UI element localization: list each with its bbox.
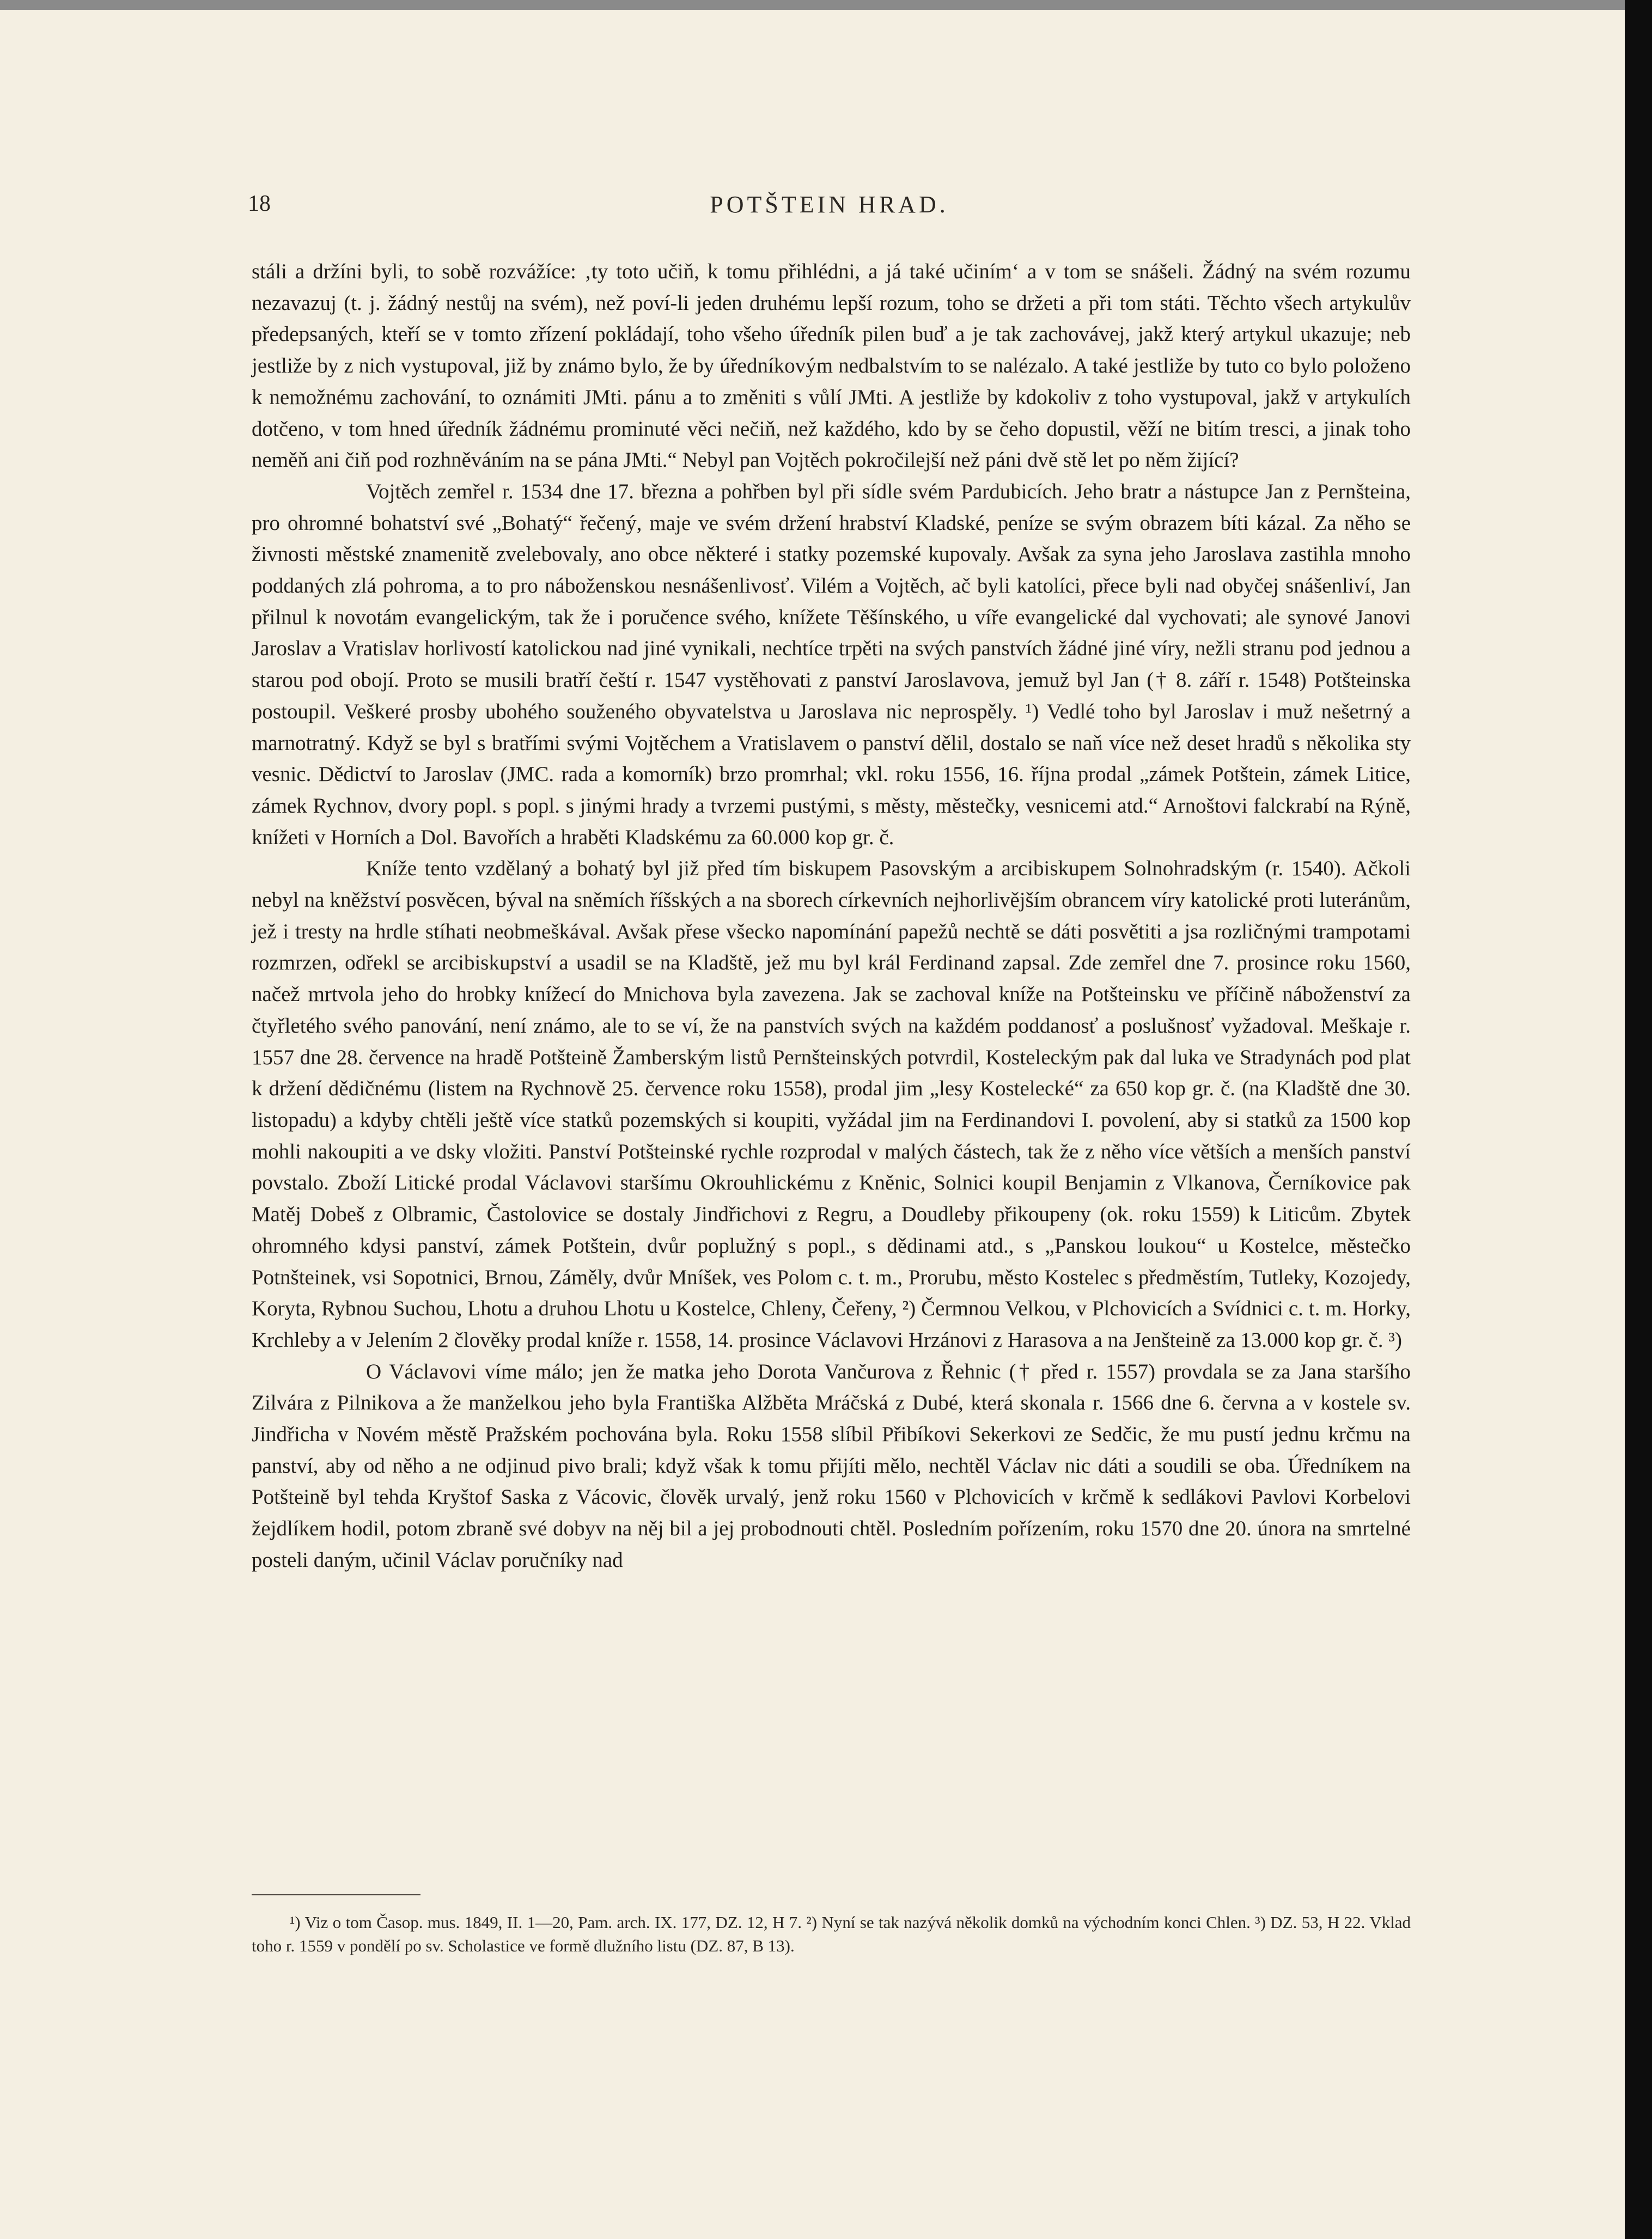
page-header [248,191,1411,229]
footnote-divider [252,1894,420,1895]
paragraph-3: Kníže tento vzdělaný a bohatý byl již před tím biskupem Pasovským a arcibiskupem Solnohradským (r. 1540). Ačkoli nebyl na kněžství posvěcen, býval na sněmích říšských a na sborech církevních nejhorlivějším obrancem víry katolické proti luteránům, jež i tresty na hrdle stíhati neobmeškával. Avšak přese všecko napomínání papežů nechtě se dáti posvětiti a jsa rozličnými trampotami rozmrzen, odřekl se arcibiskupství a usadil se na Kladště, jež mu byl král Ferdinand zapsal. Zde zemřel dne 7. prosince roku 1560, načež mrtvola jeho do hrobky knížecí do Mnichova byla zavezena. Jak se zachoval kníže na Potšteinsku ve příčině náboženství za čtyřletého svého panování, není známo, ale to se ví, že na panstvích svých na každém poddanosť a poslušnosť vyžadoval. Meškaje r. 1557 dne 28. července na hradě Potšteině Žamberským listů Pernšteinských potvrdil, Kosteleckým pak dal luka ve Stradynách pod plat k držení dědičnému (listem na Rychnově 25. července roku 1558), prodal jim „lesy Kostelecké“ za 650 kop gr. č. (na Kladště dne 30. listopadu) a kdyby chtěli ještě více statků pozemských si koupiti, vyžádal jim na Ferdinandovi I. povolení, aby si statků za 1500 kop mohli nakoupiti a ve dsky vložiti. Panství Potšteinské rychle rozprodal v malých částech, tak že z něho více větších a menších panství povstalo. Zboží Litické prodal Václavovi staršímu Okrouhlickému z Kněnic, Solnici koupil Benjamin z Vlkanova, Černíkovice pak Matěj Dobeš z Olbramic, Častolovice se dostaly Jindřichovi z Regru, a Doudleby přikoupeny (ok. roku 1559) k Liticům. Zbytek ohromného kdysi panství, zámek Potštein, dvůr poplužný s popl., s dědinami atd., s „Panskou loukou“ u Kostelce, městečko Potnšteinek, vsi Sopotnici, Brnou, Záměly, dvůr Mníšek, ves Polom c. t. m., Prorubu, město Kostelec s předměstím, Tutleky, Kozojedy, Koryta, Rybnou Suchou, Lhotu a druhou Lhotu u Kostelce, Chleny, Čeřeny, ²) Čermnou Velkou, v Plchovicích a Svídnici c. t. m. Horky, Krchleby a v Jelením 2 člověky prodal kníže r. 1558, 14. prosince Václavovi Hrzánovi z Harasova a na Jenšteině za 13.000 kop gr. č. ³) [252,857,1411,1352]
scan-border-right [1625,0,1652,2239]
paragraph-2: Vojtěch zemřel r. 1534 dne 17. března a pohřben byl při sídle svém Pardubicích. Jeho bratr a nástupce Jan z Pernšteina, pro ohromné bohatství své „Bohatý“ řečený, maje ve svém držení hrabství Kladské, peníze se svým obrazem bíti kázal. Za něho se živnosti městské znamenitě zvelebovaly, ano obce některé i statky pozemské kupovaly. Avšak za syna jeho Jaroslava zastihla mnoho poddaných zlá pohroma, a to pro náboženskou nesnášenlivosť. Vilém a Vojtěch, ač byli katolíci, přece byli nad obyčej snášenliví, Jan přilnul k novotám evangelickým, tak že i poručence svého, knížete Těšínského, u víře evangelické dal vychovati; ale synové Janovi Jaroslav a Vratislav horlivostí katolickou nad jiné vynikali, nechtíce trpěti na svých panstvích žádné jiné víry, nežli stranu pod jednou a starou pod obojí. Proto se musili bratří čeští r. 1547 vystěhovati z panství Jaroslavova, jemuž byl Jan († 8. září r. 1548) Potšteinska postoupil. Veškeré prosby ubohého souženého obyvatelstva u Jaroslava nic neprospěly. ¹) Vedlé toho byl Jaroslav i muž nešetrný a marnotratný. Když se byl s bratřími svými Vojtěchem a Vratislavem o panství dělil, dostalo se naň více než deset hradů s několika sty vesnic. Dědictví to Jaroslav (JMC. rada a komorník) brzo promrhal; vkl. roku 1556, 16. října prodal „zámek Potštein, zámek Litice, zámek Rychnov, dvory popl. s popl. s jinými hrady a tvrzemi pustými, s městy, městečky, vesnicemi atd.“ Arnoštovi falckrabí na Rýně, knížeti v Horních a Dol. Bavořích a hraběti Kladskému za 60.000 kop gr. č. [252,479,1411,849]
footnote-text: ¹) Viz o tom Časop. mus. 1849, II. 1—20, Pam. arch. IX. 177, DZ. 12, H 7. ²) Nyní se tak nazývá několik domků na východním konci Chlen. ³) DZ. 53, H 22. Vklad toho r. 1559 v pondělí po sv. Scholastice ve formě dlužního listu (DZ. 87, B 13). [252,1913,1411,1955]
body-text [252,256,1411,1576]
paragraph-1: stáli a držíni byli, to sobě rozvážíce: ‚ty toto učiň, k tomu přihlédni, a já také učiním‘ a v tom se snášeli. Žádný na svém rozumu nezavazuj (t. j. žádný nestůj na svém), než poví-li jeden druhému lepší rozum, toho se držeti a při tom státi. Těchto všech artykulův předepsaných, kteří se v tomto zřízení pokládají, toho všeho úředník pilen buď a je tak zachovávej, jakž který artykul ukazuje; neb jestliže by z nich vystupoval, již by známo bylo, že by úředníkovým nedbalstvím to se nalézalo. A také jestliže by tuto co bylo položeno k nemožnému zachování, to oznámiti JMti. pánu a to změniti s vůlí JMti. A jestliže by kdokoliv z toho vystupoval, jakž v artykulích dotčeno, v tom hned úředník žádnému prominuté věci nečiň, než každého, kdo by se čeho dopustil, věží ne bitím tresci, a jinak toho neměň ani čiň pod rozhněváním na se pána JMti.“ Nebyl pan Vojtěch pokročilejší než páni dvě stě let po něm žijící? [252,260,1411,472]
running-title: POTŠTEIN HRAD. [710,191,949,218]
scan-border-top [0,0,1652,10]
paragraph-4: O Václavovi víme málo; jen že matka jeho Dorota Vančurova z Řehnic († před r. 1557) provdala se za Jana staršího Zilvára z Pilnikova a že manželkou jeho byla Františka Alžběta Mráčská z Dubé, která skonala r. 1566 dne 6. června a v kostele sv. Jindřicha v Novém městě Pražském pochována byla. Roku 1558 slíbil Přibíkovi Sekerkovi ze Sedčic, že mu pustí jednu krčmu na panství, aby od něho a ne odjinud pivo brali; když však k tomu přijíti mělo, nechtěl Václav nic dáti a soudili se oba. Úředníkem na Potšteině byl tehda Kryštof Saska z Vácovic, člověk urvalý, jenž roku 1560 v Plchovicích v krčmě k sedlákovi Pavlovi Korbelovi žejdlíkem hodil, potom zbraně své dobyv na něj bil a jej probodnouti chtěl. Posledním pořízením, roku 1570 dne 20. února na smrtelné posteli daným, učinil Václav poručníky nad [252,1359,1411,1572]
page-number: 18 [248,191,271,216]
footnotes [252,1911,1411,1957]
